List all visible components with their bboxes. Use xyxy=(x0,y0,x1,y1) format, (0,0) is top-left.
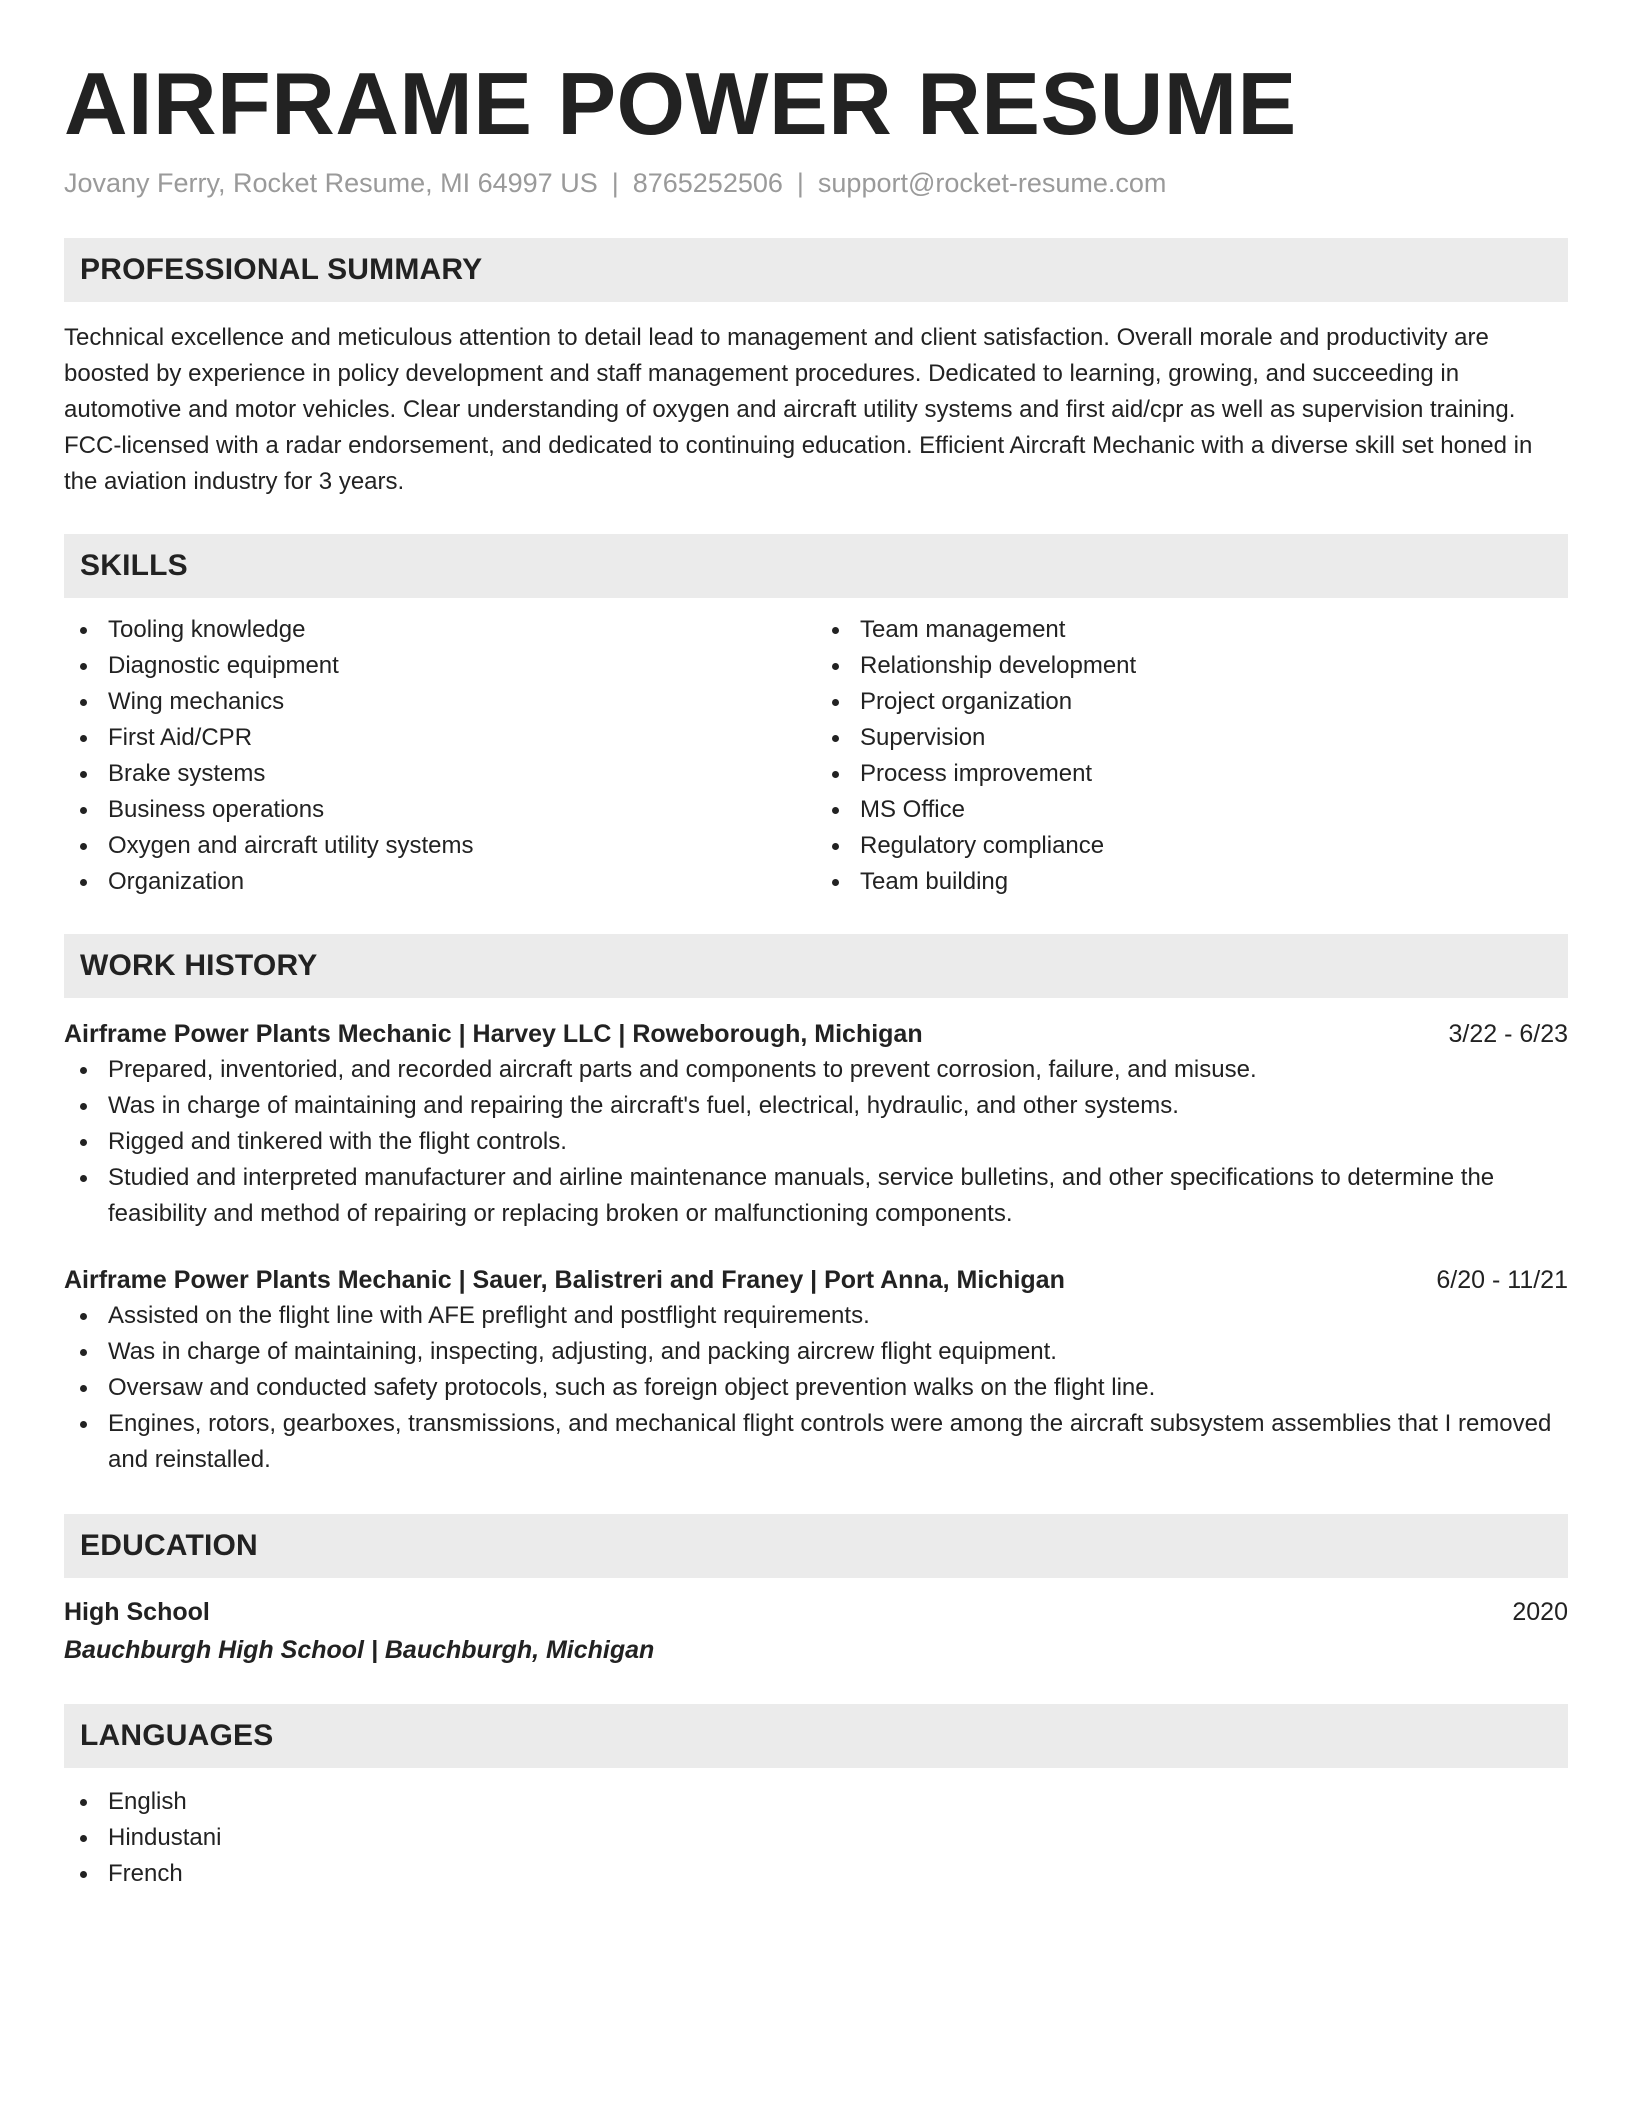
section-heading-skills: SKILLS xyxy=(64,534,1568,598)
skill-item: Regulatory compliance xyxy=(816,828,1568,864)
section-heading-summary: PROFESSIONAL SUMMARY xyxy=(64,238,1568,302)
skills-column-right xyxy=(816,612,1568,900)
skill-item: Process improvement xyxy=(816,756,1568,792)
education-header xyxy=(64,1594,1568,1630)
job-header xyxy=(64,1016,1568,1052)
job-entry xyxy=(64,1016,1568,1232)
education-school: Bauchburgh High School | Bauchburgh, Michigan xyxy=(64,1636,655,1664)
job-dates: 6/20 - 11/21 xyxy=(1436,1266,1568,1294)
job-entry xyxy=(64,1262,1568,1478)
skill-item: Oxygen and aircraft utility systems xyxy=(64,828,816,864)
contact-email: support@rocket-resume.com xyxy=(817,168,1167,198)
section-heading-languages: LANGUAGES xyxy=(64,1704,1568,1768)
skill-item: First Aid/CPR xyxy=(64,720,816,756)
skill-item: Diagnostic equipment xyxy=(64,648,816,684)
job-duty-item: Was in charge of maintaining and repairing the aircraft's fuel, electrical, hydraulic, and other systems. xyxy=(64,1088,1568,1124)
job-title: Airframe Power Plants Mechanic | Sauer, Balistreri and Franey | Port Anna, Michigan xyxy=(64,1266,1065,1294)
summary-text: Technical excellence and meticulous attention to detail lead to management and client satisfaction. Overall morale and productivity are boosted by experience in policy development and staff management procedures. Dedicated to learning, growing, and succeeding in automotive and motor vehicles. Clear understanding of oxygen and aircraft utility systems and first aid/cpr as well as supervision training. FCC-licensed with a radar endorsement, and dedicated to continuing education. Efficient Aircraft Mechanic with a diverse skill set honed in the aviation industry for 3 years. xyxy=(64,324,1533,495)
languages-list xyxy=(64,1784,1568,1892)
skill-item: MS Office xyxy=(816,792,1568,828)
skill-item: Relationship development xyxy=(816,648,1568,684)
job-duties xyxy=(64,1052,1568,1232)
education-degree: High School xyxy=(64,1598,210,1626)
section-heading-work-history: WORK HISTORY xyxy=(64,934,1568,998)
skill-item: Brake systems xyxy=(64,756,816,792)
job-duty-item: Engines, rotors, gearboxes, transmissions, and mechanical flight controls were among the aircraft subsystem assemblies that I removed and reinstalled. xyxy=(64,1406,1568,1478)
language-item: French xyxy=(64,1856,1568,1892)
job-duty-item: Assisted on the flight line with AFE preflight and postflight requirements. xyxy=(64,1298,1568,1334)
job-duty-item: Prepared, inventoried, and recorded aircraft parts and components to prevent corrosion, failure, and misuse. xyxy=(64,1052,1568,1088)
language-item: English xyxy=(64,1784,1568,1820)
section-heading-education: EDUCATION xyxy=(64,1514,1568,1578)
contact-separator: | xyxy=(611,168,619,198)
skill-item: Team management xyxy=(816,612,1568,648)
skill-item: Tooling knowledge xyxy=(64,612,816,648)
job-dates: 3/22 - 6/23 xyxy=(1448,1020,1568,1048)
job-duty-item: Rigged and tinkered with the flight controls. xyxy=(64,1124,1568,1160)
job-title: Airframe Power Plants Mechanic | Harvey LLC | Roweborough, Michigan xyxy=(64,1020,923,1048)
skills-column-left xyxy=(64,612,816,900)
skill-item: Supervision xyxy=(816,720,1568,756)
job-duty-item: Was in charge of maintaining, inspecting, adjusting, and packing aircrew flight equipment. xyxy=(64,1334,1568,1370)
contact-address: Jovany Ferry, Rocket Resume, MI 64997 US xyxy=(64,168,598,198)
skill-item: Wing mechanics xyxy=(64,684,816,720)
education-year: 2020 xyxy=(1512,1598,1568,1626)
skills-list xyxy=(64,612,1568,900)
contact-separator: | xyxy=(796,168,804,198)
skill-item: Project organization xyxy=(816,684,1568,720)
skill-item: Team building xyxy=(816,864,1568,900)
skill-item: Organization xyxy=(64,864,816,900)
job-duty-item: Oversaw and conducted safety protocols, such as foreign object prevention walks on the flight line. xyxy=(64,1370,1568,1406)
job-duties xyxy=(64,1298,1568,1478)
language-item: Hindustani xyxy=(64,1820,1568,1856)
contact-phone: 8765252506 xyxy=(632,168,783,198)
skill-item: Business operations xyxy=(64,792,816,828)
job-header xyxy=(64,1262,1568,1298)
job-duty-item: Studied and interpreted manufacturer and airline maintenance manuals, service bulletins, and other specifications to determine the feasibility and method of repairing or replacing broken or malfunctioning components. xyxy=(64,1160,1568,1232)
education-entry xyxy=(64,1594,1568,1668)
contact-line xyxy=(64,166,1568,200)
resume-title: AIRFRAME POWER RESUME xyxy=(64,54,1297,153)
